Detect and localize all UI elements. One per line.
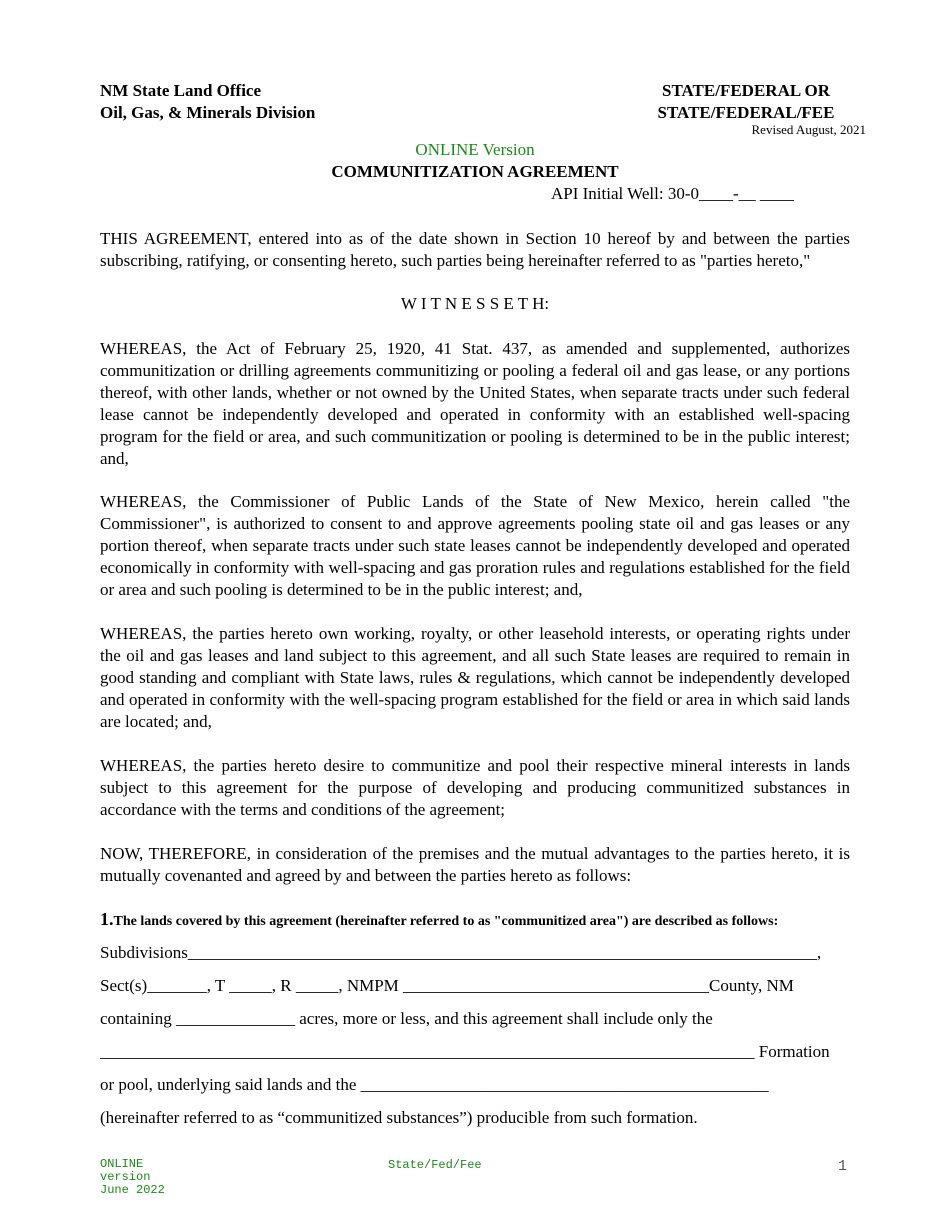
form-type-line2: STATE/FEDERAL/FEE <box>657 103 835 122</box>
now-therefore-paragraph: NOW, THEREFORE, in consideration of the premises and the mutual advantages to the parties hereto, it is mutually covenanted and agreed by and between the parties hereto as follows: <box>100 844 850 885</box>
agency-name: NM State Land Office <box>100 81 262 100</box>
whereas-paragraph-1: WHEREAS, the Act of February 25, 1920, 41 Stat. 437, as amended and supplemented, authorizes communitization or drilling agreements communitizing or pooling a federal oil and gas lease, or any portions thereof, with other lands, whether or not owned by the United States, when separate tracts under such federal lease cannot be independently developed and operated in conformity with an established well-spacing program for the field or area, and such communitization or pooling is determined to be in the public interest; and, <box>100 339 850 468</box>
whereas-paragraph-3: WHEREAS, the parties hereto own working, royalty, or other leasehold interests, or operating rights under the oil and gas leases and land subject to this agreement, and all such State leases are required to remain in good standing and compliant with State laws, rules & regulations, which cannot be independently developed and operated in conformity with the well-spacing program established for the field or area in which said lands are located; and, <box>100 624 850 731</box>
footer-version <box>100 1158 165 1197</box>
section-1-number: 1. <box>100 909 114 929</box>
section-1-heading-text: The lands covered by this agreement (hereinafter referred to as "communitized area") are described as follows: <box>113 914 779 929</box>
witnesseth: W I T N E S S E T H: <box>400 294 550 313</box>
header-agency <box>100 80 315 124</box>
whereas-paragraph-2: WHEREAS, the Commissioner of Public Lands of the State of New Mexico, herein called "the Commissioner", is authorized to consent to and approve agreements pooling state oil and gas leases or any portion thereof, when separate tracts under such state leases cannot be independently developed and operated economically in conformity with well-spacing and gas proration rules and regulations established for the field or area and such pooling is determined to be in the public interest; and, <box>100 492 850 599</box>
sect-township-range-field[interactable]: Sect(s)_______, T _____, R _____, NMPM ____________________________________County, NM <box>100 976 794 995</box>
formation-field[interactable]: _____________________________________________________________________________ Formation <box>100 1042 830 1061</box>
substances-field[interactable]: or pool, underlying said lands and the ________________________________________________ <box>100 1075 769 1094</box>
footer-version-line2: version <box>100 1170 151 1184</box>
section-1-heading <box>100 909 778 930</box>
page-title: COMMUNITIZATION AGREEMENT <box>331 162 619 181</box>
page-number: 1 <box>838 1158 848 1175</box>
intro-paragraph: THIS AGREEMENT, entered into as of the date shown in Section 10 hereof by and between the parties subscribing, ratifying, or consenting hereto, such parties being hereinafter referred to as "parties hereto," <box>100 229 850 270</box>
revised-date: Revised August, 2021 <box>751 122 866 137</box>
online-version-label: ONLINE Version <box>415 140 535 159</box>
communitized-substances-text: (hereinafter referred to as “communitized substances”) producible from such formation. <box>100 1108 698 1127</box>
whereas-paragraph-4: WHEREAS, the parties hereto desire to communitize and pool their respective mineral interests in lands subject to this agreement for the purpose of developing and producing communitized substances in accordance with the terms and conditions of the agreement; <box>100 756 850 819</box>
acres-field[interactable]: containing ______________ acres, more or less, and this agreement shall include only the <box>100 1009 713 1028</box>
api-initial-well: API Initial Well: 30-0____-__ ____ <box>551 184 794 203</box>
header-form-type <box>646 80 846 124</box>
footer-form-type: State/Fed/Fee <box>388 1158 482 1172</box>
footer-version-line3: June 2022 <box>100 1183 165 1197</box>
footer-version-line1: ONLINE <box>100 1157 144 1171</box>
subdivisions-field[interactable]: Subdivisions__________________________________________________________________________, <box>100 943 822 962</box>
division-name: Oil, Gas, & Minerals Division <box>100 103 316 122</box>
form-type-line1: STATE/FEDERAL OR <box>662 81 830 100</box>
